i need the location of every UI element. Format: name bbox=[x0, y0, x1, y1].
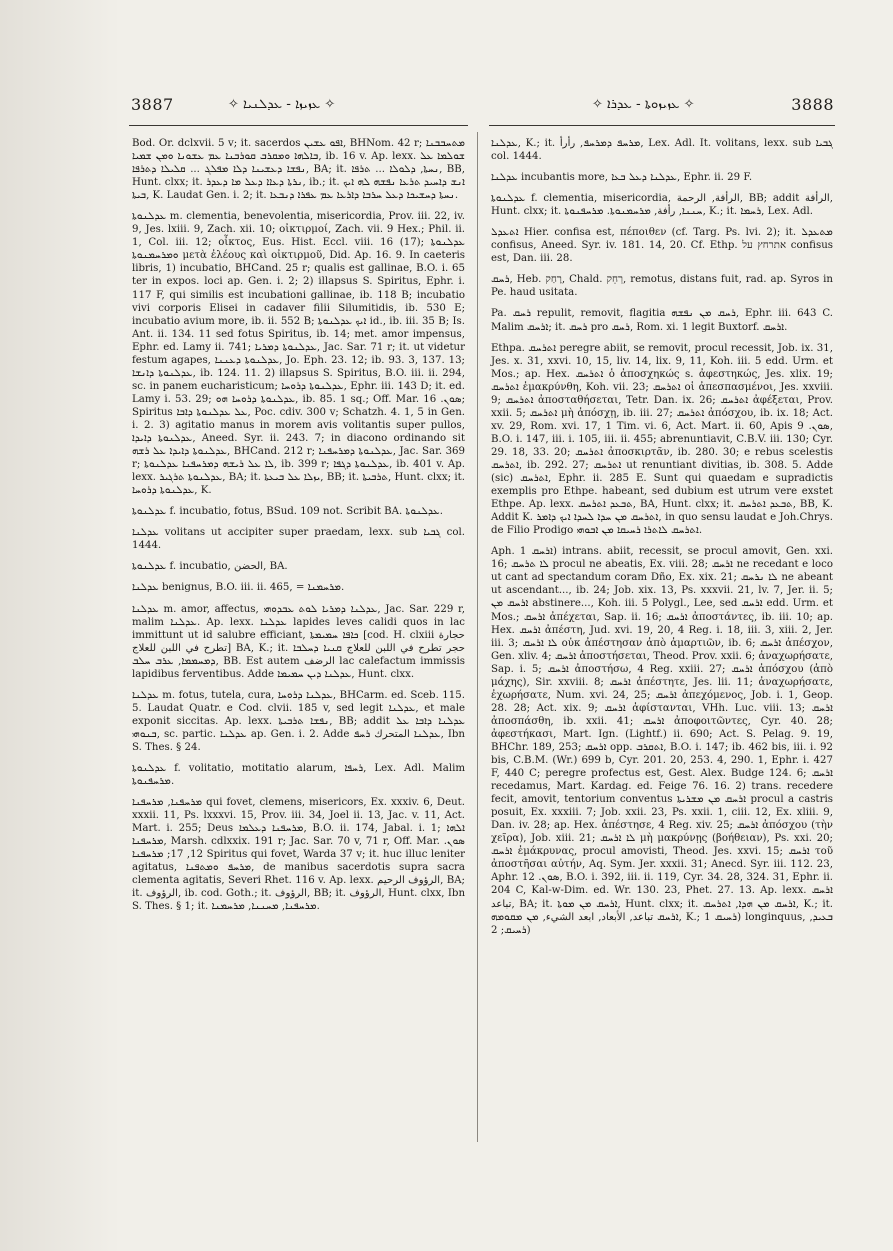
entry-paragraph: ܥܕܠܢܐ benignus, B.O. iii. ii. 465, = ܡܪܚܡܢܐ. bbox=[132, 582, 345, 594]
page-header bbox=[0, 93, 893, 119]
right-column bbox=[491, 137, 833, 945]
right-header-rule bbox=[489, 125, 835, 126]
entry-paragraph: Pa. ܪܚܩ repulit, removit, flagitia ܪܚܩ ܡܢ ܢܦܫܗ, Ephr. iii. 643 C. Malim ܐܪܚܩ; it. ܪܚܩ pro ܪܚܩ, Rom. xi. 1 legit Buxtorf. ܐܪܚܩ. bbox=[491, 308, 833, 333]
entry-paragraph: ܥܕܠܢܐ m. fotus, tutela, cura, ܥܕܠܢܐ ܕܪܘܚܐ, BHCarm. ed. Sceb. 115. 5. Laudat Quatr. e Cod. clvii. 185 v, sed legit ܥܕܠܢܐ, et male exponit siccitas. Ap. lexx. ܢܦܫܐ ܬܪܒܝܬܐ, BB; addit ܥܕܠܢܐ ܕܐܒܐ ܥܠ ܒܢܘܗܝ, sc. partic. ܥܕܠܢܐ ap. Gen. i. 2. Adde ܥܕܠܢܐ المتحرك ܪܚܦ, Ibn S. Thes. § 24. bbox=[132, 689, 466, 753]
entry-paragraph: ܡܪܚܦܢܐ, ܡܪܚܦܢܐ qui fovet, clemens, misericors, Ex. xxxiv. 6, Deut. xxxii. 11, Ps. lxxxvi. 15, Prov. iii. 34, Joel ii. 13, Jac. v. 11, Act. Mart. i. 255; Deus ܡܪܚܦܢܐ ܕܥܠܡܐ, B.O. ii. 174, Jabal. i. 1; ܐܠܗܐ ܡܪܚܦܢܐ, Marsh. cdlxxix. 191 r; Jac. Sar. 70 v, 71 r, Off. Mar. ܣܘܢ. 12, 17; ܡܪܚܦܢܐ Spiritus qui fovet, Warda 37 v; it. huc illuc leniter agitatus, ܡܪܚܦ ܘܡܬܦܢܐ, de manibus sacerdotis supra sacra clementa agitatis, Severi Rhet. 116 v. Ap. lexx. الرؤوف الرحيم, BA; it. الرؤوف, ib. cod. Goth.; it. الرؤوف, BB; it. الرؤوف, Hunt. clxx, Ibn S. Thes. § 1; it. ܡܪܚܦܢܐ, ܡܚܢܢܐ, ܡܪܚܡܢܐ. bbox=[132, 797, 466, 913]
right-running-title: ✧ ܥܙܝܙܘܬܐ - ܥܕܪܐ ✧ bbox=[592, 97, 695, 112]
entry-paragraph: ܥܕܠܢܘܬܐ f. incubatio, fotus, BSud. 109 not. Scribit BA. ܥܕܠܢܘܬܐ. bbox=[132, 506, 443, 518]
entry-paragraph: ܥܕܠܢܘܬܐ f. clementia, misericordia, الرأفة, الرحمة, BB; addit الرأفة, Hunt. clxx; it. ܚܢܢܐ, رأفة, ܡܪܚܡܢܘܬܐ. ܡܪܚܦܢܘܬܐ, K.; it. ܪܚܡܐ, Lex. Adl. bbox=[491, 193, 834, 218]
entry-paragraph: ܥܕܠܢܐ, K.; it. ܡܪܚܦ ܕܡܪܚܦ, رأرأ, Lex. Adl. It. volitans, lexx. sub ܓܒܝܐ col. 1444. bbox=[491, 138, 834, 163]
left-page-number: 3887 bbox=[131, 95, 174, 114]
entry-paragraph: ܥܕܠܢܘܬܐ f. volitatio, motitatio alarum, ܪܚܦܐ, Lex. Adl. Malim ܡܪܚܦܢܘܬܐ. bbox=[132, 763, 465, 788]
entry-paragraph: ܥܕܠܢܘܬܐ m. clementia, benevolentia, misericordia, Prov. iii. 22, iv. 9, Jes. lxiii. 9, Zach. xii. 10; οἰκτιρμοί, Zach. vii. 9 Hex.; Phil. ii. 1, Col. iii. 12; οἶκτος, Eus. Hist. Eccl. viii. 16 (17); ܥܕܠܢܘܬܐ ܘܡܪܚܡܢܘܬܐ μετὰ ἐλέους καὶ οἰκτιρμοῦ, Did. Ap. 16. 9. In caeteris libris, 1) incubatio, BHCand. 25 r; qualis est gallinae, B.O. i. 65 ter in expos. loci ap. Gen. i. 2; 2) illapsus S. Spiritus, Ephr. i. 117 F, qui similis est incubationi gallinae, ib. 118 B; incubatio vivi corporis Elisei in cadaver filii Silumitidis, ib. 530 E; incubatio avium more, ib. ii. 552 B; ܐܝܟ ܥܕܠܢܘܬܐ id., ib. iii. 35 B; Is. Ant. ii. 134. 11 sed fotus Spiritus, ib. 14; met. amor impensus, Ephr. ed. Lamy ii. 741; ܥܕܠܢܘܬܐ ܕܡܪܝܐ, Jac. Sar. 71 r; it. ut videtur festum agapes, ܥܕܠܢܘܬܐ ܕܥܢܢܐ, Jo. Eph. 23. 12; ib. 93. 3, 137. 13; ܥܕܠܢܘܬܐ ܕܐܢܫܐ, ib. 124. 11. 2) illapsus S. Spiritus, B.O. iii. ii. 294, sc. in panem eucharisticum; ܥܕܠܢܘܬܐ ܕܪܘܚܐ, Ephr. iii. 143 D; it. ed. Lamy i. 53. 29; ܥܕܠܢܘܬܐ ܕܪܘܚܐ ܗܘ, ib. 85. 1 sq.; Off. Mar. ܣܘܢ. 16; Spiritus ܥܠ ܥܕܠܢܘܬܐ ܕܐܒܐ, Poc. cdiv. 300 v; Schatzh. 4. 1, 5 in Gen. i. 2. 3) agitatio manus in morem avis volitantis super pullos, ܥܕܠܢܘܬܐ ܕܐܝܕܐ, Aneed. Syr. ii. 243. 7; in diacono ordinando sit ܥܕܠܢܘܬܐ ܕܐܝܕܐ ܥܠ ܪܫܗ, BHCand. 212 r; ܥܕܠܢܘܬܐ ܕܡܪܚܦܢܐ, Jac. Sar. 369 r; ܠܐ ܥܠ ܪܝܫܗ ܕܡܪܚܦܢܐ ܥܕܠܢܘܬܐ, ib. 399 r; ܥܕܠܢܘܬܐ ܕܓܦܐ, ib. 401 v. Ap. lexx. ܥܕܠܢܘܬܐ ܬܪܓܝܪ, BA; it. ܝܙܠܐ ܥܠ ܒܝܥܬܐ, BB; it. ܬܪܒܝܬܐ, Hunt. clxx; it. ܥܕܠܢܘܬܐ ܕܪܘܚܐ, K. bbox=[132, 211, 466, 497]
entry-paragraph: ܥܕܠܢܐ incubantis more, ܥܕܠܢܐ ܕܥܠ ܒܥܐ, Ephr. ii. 29 F. bbox=[491, 172, 753, 184]
entry-paragraph: Aph. ܐܪܚܩ 1) intrans. abiit, recessit, se procul amovit, Gen. xxi. 16; ܠܐ ܬܪܚܩ procul ne abeatis, Ex. viii. 28; ܐܪܚܩ ne recedant e loco ut cant ad spectandum coram Dño, Ex. xix. 21; ܠܐ ܢܪܚܩ ne abeant ut ascendant..., ib. 24; Job. xix. 13, Ps. xxxvii. 21, lv. 7, Jer. ii. 5; ܐܪܚܩ ܡܢ abstinere..., Koh. iii. 5 Polygl., Lee, sed ܐܪܚܩ edd. Urm. et Mos.; ܐܪܚܩ ἀπέχεται, Sap. ii. 16; ܐܪܚܩ ἀποστάντες, ib. iii. 10; ap. Hex. ܐܪܚܩ ἀπέστη, Jud. xvi. 19, 20, 4 Reg. i. 18, iii. 3, xiii. 2, Jer. iii. 3; ܠܐ ܐܪܚܩ οὐκ ἀπέστησαν ἀπὸ ἁμαρτιῶν, ib. 6; ܐܪܚܩ ἀπέσχον, Gen. xliv. 4; ܐܪܚܩ ἀποστήσεται, Theod. Prov. xxii. 6; ἀναχωρήσατε, Sap. i. 5; ܐܪܚܩ ἀποστήσω, 4 Reg. xxiii. 27; ܐܪܚܩ ἀπόσχου (ἀπὸ μάχης), Sir. xxviii. 8; ܐܪܚܩ ἀπέστητε, Jes. lii. 11; ἀναχωρήσατε, ἐχωρήσατε, Num. xvi. 24, 25; ܐܪܚܩ ἀπεχόμενος, Job. i. 1, Geop. 28. 28; Act. xix. 9; ܐܪܚܩ ἀφίστανται, VHh. Luc. viii. 13; ܐܪܚܩ ἀποσπάσθη, ib. xxii. 41; ܐܪܚܩ ἀποφοιτῶντες, Cyr. 40. 28; ἀφεστήκασι, Mart. Ign. (Lightf.) ii. 690; Act. S. Pelag. 9. 19, BHChr. 189, 253; ܐܪܚܩ opp. ܐܬܩܪܒ, B.O. i. 147; ib. 462 bis, iii. i. 92 bis, C.B.M. (Wr.) 699 b, Cyr. 201. 20, 253. 4, 290. 1, Ephr. i. 427 F, 440 C; peregre profectus est, Gest. Alex. Budge 124. 6; ܐܪܚܩ recedamus, Mart. Kardag. ed. Feige 76. 16. 2) trans. recedere fecit, amovit, tentorium conventus ܐܪܚܩ ܡܢ ܡܫܪܝܬܐ procul a castris posuit, Ex. xxxiii. 7; Job. xxii. 23, Ps. xxii. 1, ciii. 12, Ex. xliii. 9, Dan. iv. 28; ap. Hex. ἀπέστησε, 4 Reg. xiv. 25; ܐܪܚܩ ἀπόσχου (τὴν χεῖρα), Job. xiii. 21; ܠܐ ܐܪܚܩ μὴ μακρύνῃς (βοήθειαν), Ps. xxi. 20; ܐܪܚܩ ἐμάκρυνας, procul amovisti, Theod. Jes. xxvi. 15; ܐܪܚܩ τοῦ ἀποστῆσαι αὐτήν, Aq. Sym. Jer. xxxii. 31; Anecd. Syr. iii. 112. 23, Aphr. ܣܘܢ. 12, B.O. i. 392, iii. ii. 119, Cyr. 34. 28, 324. 31, Ephr. ii. 204 C, Kal-w-Dim. ed. Wr. 130. 23, Phet. 27. 13. Ap. lexx. ܐܪܚܩ تباعد, BA; it. ܐܪܚܩ ܡܢ ܡܘܬܐ, Hunt. clxx; it. ܐܪܚܩ ܡܢ ܗܕܐ, ܐܬܪܚܩ, K.; it. ܐܪܚܩ تباعد, الأبعاد, ابعد الشيء, ܡܢ ܡܩܘܡܗ, K.; ܪܚܝܩ 1) longinquus, ܒܥܝܕ, ܪܚܝܩ; 2) bbox=[491, 546, 834, 936]
entry-paragraph: ܪܚܩ, Heb. רָחַק, Chald. רְחֵק, remotus, distans fuit, rad. ap. Syros in Pe. haud usitata. bbox=[491, 274, 833, 299]
entry-paragraph: ܐܬܥܕܠ Hier. confisa est, πέποιθεν (cf. Targ. Ps. lvi. 2); it. ܡܬܥܕܠ confisus, Aneed. Syr. iv. 181. 14, 20. Cf. Ethp. אתרחץ על confisus est, Dan. iii. 28. bbox=[491, 227, 833, 265]
entry-paragraph: ܥܕܠܢܘܬܐ f. incubatio, الحضن, BA. bbox=[132, 561, 288, 573]
entry-paragraph: Bod. Or. dclxvii. 5 v; it. sacerdos ܐܦܘ ܥܫܝܢ, BHNom. 42 r; ܡܬܚܒܒܢܐ ܒܐܠܗܐ ܘܡܩܪܒ ܩܘܪܒܢܐ ܥܡ ܥܫܘܢܐ ܘܡܢ ܫܡܝܐ, ib. 16 v. Ap. lexx. ܫܘܠܡܐ ܥܠ ܢܦܫܐ ܕܥܫܝܢܐ ܕܠܐ ܡܦܠܓ ... ܩܠܝܠܐ ܕܬܪܦܐ, BA; it. ܢܚܬܐ, ܕܠܘܠܐ ... ܬܪܦܐ, BB, Hunt. clxx; it. ܢܪܬܐ ܕܥܐܐ ܕܥܠ ܡܐ ܕܥܕܪ, ib.; it. ܐܢܫ ܕܐܚܝܕ ܬܪܥܐ ܢܦܫܗ ܠܗ ܐܝܟ ܒܝܬܐ, K. Laudat Gen. i. 2; it. ܢܚܬܐ ܕܚܫܝܟܐ ܕܥܠ ܚܪܒܐ ܕܐܪܥܐ ܥܡ ܥܦܪܐ ܕܢܒܥܐ. bbox=[132, 138, 466, 202]
entry-paragraph: ܥܕܠܢܐ m. amor, affectus, ܥܕܠܢܐ ܕܡܪܝܐ ܠܘܬ ܥܒܕܘܗܝ, Jac. Sar. 229 r, malim ܥܕܠܢܐ. Ap. lexx. ܥܕܠܢܐ lapides leves calidi quos in lac immittunt ut id salubre efficiant, ܟܐܦܐ ܚܡܝܡܬܐ [cod. H. clxiii حجارة تطرح في اللبن للعلاج] BA, K.; it. حجر تطرح في اللبن للعلاج ܩܢܝܐ ܕܚܠܒܐ ܕܡܚܡܡܐ, ܥܪܒ ܚܠܒ, BB. Est autem الرضف lac calefactum immissis lapidibus ferventibus. Adde ܥܕܠܢܐ ܕܝܢ ܚܡܝܡܐ, Hunt. clxx. bbox=[132, 603, 466, 680]
right-page-number: 3888 bbox=[791, 95, 834, 114]
column-divider bbox=[477, 132, 478, 1142]
left-running-title: ✧ ܥܙܝܙܐ - ܥܕܠܢܝܐ ✧ bbox=[228, 97, 336, 112]
entry-paragraph: Ethpa. ܐܬܪܚܩ peregre abiit, se removit, procul recessit, Job. ix. 31, Jes. x. 31, xxvi. 10, 15, liv. 14, lix. 9, 11, Koh. iii. 5 edd. Urm. et Mos.; ap. Hex. ܐܬܪܚܩ ὁ ἀποσχηκώς s. ἀφεστηκώς, Jes. xlix. 19; ܐܬܪܚܩ ἐμακρύνθη, Koh. vii. 23; ܐܬܪܚܩ οἱ ἀπεσπασμένοι, Jes. xxviii. 9; ܐܬܪܚܩ ἀποσταθήσεται, Tetr. Dan. ix. 26; ܐܬܪܚܩ ἀφέξεται, Prov. xxii. 5; ܐܬܪܚܩ μὴ ἀπόσχῃ, ib. iii. 27; ܐܬܪܚܩ ἀπόσχου, ib. ix. 18; Act. xv. 29, Rom. xvi. 17, 1 Tim. vi. 6, Act. Mart. ii. 60, Apis ܣܘܢ. 9, B.O. i. 147, iii. i. 105, iii. ii. 455; abrenuntiavit, C.B.V. iii. 130; Cyr. 29. 18, 33. 20; ܐܬܪܚܩ ἀποσκιρτᾶν, ib. 280. 30; e rebus scelestis ܐܬܪܚܩ, ib. 292. 27; ܐܬܪܚܩ ut renuntiant divitias, ib. 308. 5. Adde (sic) ܐܬܪܚܩ, Ephr. ii. 285 E. Sunt qui quaedam e supradictis exemplis pro Ethpe. habeant, sed dubium est utrum vere exstet Ethpe. Ap. lexx. ܬܒܥܕ ܐܬܪܚܩ, BA, Hunt. clxx; it. ܬܒܥܕ ܐܬܪܚܩ, BB, K. Addit K. ܐܬܪܚܩ ܡܢ ܚܕܐ ܠܚܕܐ ܐܝܟ ܕܐܡܪ, in quo sensu laudat e Joh.Chrys. de Filio Prodigo ܐܬܪܚܩ ܠܐܬܪܐ ܪܚܝܩܐ ܡܢ ܐܒܘܗܝ. bbox=[491, 342, 834, 537]
left-header-rule bbox=[129, 125, 468, 126]
page-gutter-shadow bbox=[0, 0, 120, 1251]
left-column bbox=[132, 137, 465, 922]
entry-paragraph: ܥܕܠܢܐ volitans ut accipiter super praedam, lexx. sub ܓܒܝܐ col. 1444. bbox=[132, 527, 465, 552]
